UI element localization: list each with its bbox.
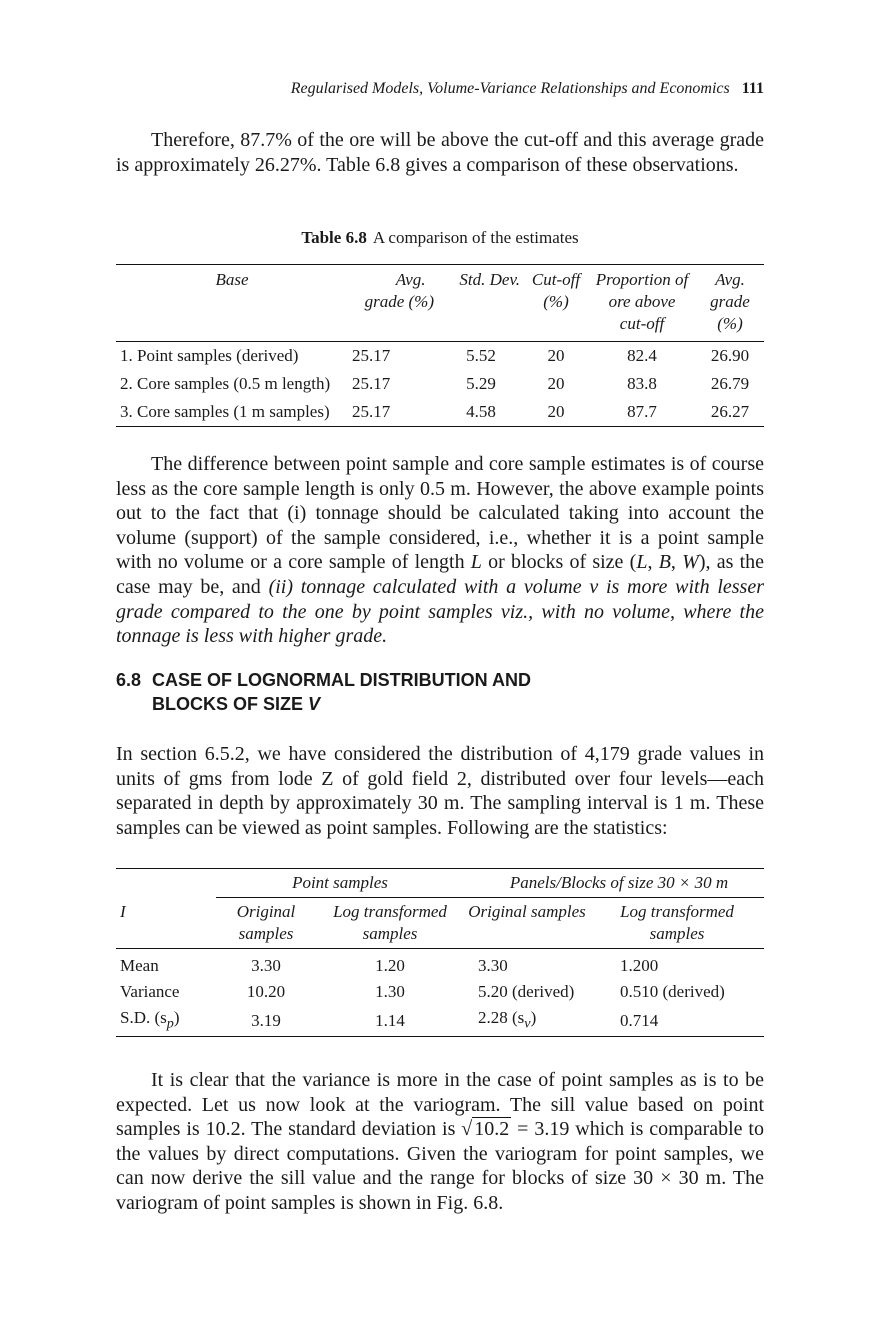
table-row — [116, 370, 764, 398]
table-row — [116, 979, 764, 1005]
statistics-table — [116, 868, 764, 1037]
cell: 1.20 — [375, 956, 405, 975]
sqrt-radicand: 10.2 — [474, 1118, 510, 1141]
row-1-cut: 20 — [547, 346, 565, 365]
paragraph-variogram: It is clear that the variance is more in the case of point samples as is to be expected. Let us now look at the variogram. The sill value based on point samples is 10.2. The standard deviation is √ 10.2 = 3.19 which is comparable to the values by direct computations. Given the variogram for point samples, we can now derive the sill value and the range for blocks of size 30 × 30 m. The variogram of point samples is shown in Fig. 6.8. — [116, 1069, 764, 1214]
row-3-avg: 25.17 — [352, 402, 391, 421]
row-2-cut: 20 — [547, 374, 565, 393]
header-std-dev: Std. Dev. — [459, 270, 520, 289]
row-2-avg: 25.17 — [352, 374, 391, 393]
row-3-std: 4.58 — [466, 402, 496, 421]
table-row — [116, 342, 764, 371]
cell: 3.30 — [251, 956, 281, 975]
comparison-table — [116, 264, 764, 427]
section-number: 6.8 — [116, 670, 142, 690]
header-proportion: Proportion of ore above cut-off — [595, 270, 689, 333]
header-base: Base — [215, 270, 249, 289]
section-title-line2: BLOCKS OF SIZE — [152, 694, 304, 714]
table-6-8-caption — [116, 228, 764, 248]
row-2-avg2: 26.79 — [710, 374, 750, 393]
cell: 3.30 — [478, 956, 508, 975]
cell: 2.28 $(s_v)$ — [478, 1008, 537, 1032]
row-2-base: 2. Core samples (0.5 m length) — [120, 374, 331, 393]
table-row — [116, 949, 764, 980]
section-title-var: V — [308, 694, 321, 714]
cell: 1.30 — [375, 982, 405, 1001]
header-cutoff: Cut-off (%) — [531, 270, 581, 311]
group-panel-blocks: Panels/Blocks of size 30 × 30 m — [464, 869, 764, 898]
header-avg-grade: Avg. grade (%) — [364, 270, 434, 311]
cell: 1.200 — [620, 956, 659, 975]
table-header-row — [116, 265, 764, 342]
sqrt-sign: √ — [461, 1118, 473, 1141]
cell: 0.714 — [620, 1010, 659, 1030]
table-label: Table 6.8 — [301, 228, 367, 247]
row-1-avg: 25.17 — [352, 346, 391, 365]
group-point-samples: Point samples — [216, 869, 464, 898]
subheader-point-original: Original samples — [236, 902, 296, 943]
paragraph-conclusion: Therefore, 87.7% of the ore will be above the cut-off and this average grade is approximately 26.27%. Table 6.8 gives a comparison of these observations. — [116, 129, 764, 176]
row-3-cut: 20 — [547, 402, 565, 421]
cell: 5.20 (derived) — [478, 982, 575, 1001]
stat-label-sd: S.D. $(s_p)$ — [120, 1008, 180, 1032]
row-3-avg2: 26.27 — [710, 402, 750, 421]
row-1-base: 1. Point samples (derived) — [120, 346, 299, 365]
page-number: 111 — [741, 80, 764, 97]
header-avg-grade-above: Avg. grade (%) — [710, 270, 750, 333]
row-3-base: 3. Core samples (1 m samples) — [120, 402, 330, 421]
section-title-line1: CASE OF LOGNORMAL DISTRIBUTION AND — [152, 670, 531, 690]
section-heading — [116, 668, 764, 716]
row-1-std: 5.52 — [466, 346, 496, 365]
subheader-panel-log: Log transformed samples — [620, 902, 734, 943]
sub-header-row — [116, 898, 764, 949]
row-label-header: I — [120, 901, 126, 921]
cell: 1.14 — [375, 1010, 405, 1030]
stat-label-mean: Mean — [120, 956, 159, 975]
cell: 0.510 (derived) — [620, 982, 725, 1001]
row-1-avg2: 26.90 — [710, 346, 750, 365]
cell: 3.19 — [251, 1010, 281, 1030]
paragraph-statistics-intro: In section 6.5.2, we have considered the distribution of 4,179 grade values in units of gms from lode Z of gold field 2, distributed over four levels—each separated in depth by approximately 30 m. The sampling interval is 1 m. These samples can be viewed as point samples. Following are the statistics: — [116, 743, 764, 839]
cell: 10.20 — [246, 982, 286, 1001]
paragraph-difference: The difference between point sample and core sample estimates is of course less as the core sample length is only 0.5 m. However, the above example points out to the fact that (i) tonnage should be calculated taking into account the volume (support) of the sample considered, i.e., whether it is a point sample with no volume or a core sample of length L or blocks of size (L, B, W), as the case may be, and (ii) tonnage calculated with a volume v is more with lesser grade compared to the one by point samples viz., with no volume, where the tonnage is less with higher grade. — [116, 453, 765, 648]
row-2-prop: 83.8 — [627, 374, 657, 393]
running-title: Regularised Models, Volume-Variance Relationships and Economics — [290, 80, 730, 97]
running-header — [116, 80, 764, 102]
table-row — [116, 398, 764, 427]
row-1-prop: 82.4 — [627, 346, 657, 365]
stat-label-variance: Variance — [120, 982, 180, 1001]
table-title: A comparison of the estimates — [372, 228, 579, 247]
subheader-panel-original: Original samples — [468, 902, 586, 921]
table-row — [116, 1005, 764, 1037]
subheader-point-log: Log transformed samples — [333, 902, 447, 943]
group-header-row — [116, 869, 764, 898]
row-3-prop: 87.7 — [627, 402, 657, 421]
row-2-std: 5.29 — [466, 374, 496, 393]
